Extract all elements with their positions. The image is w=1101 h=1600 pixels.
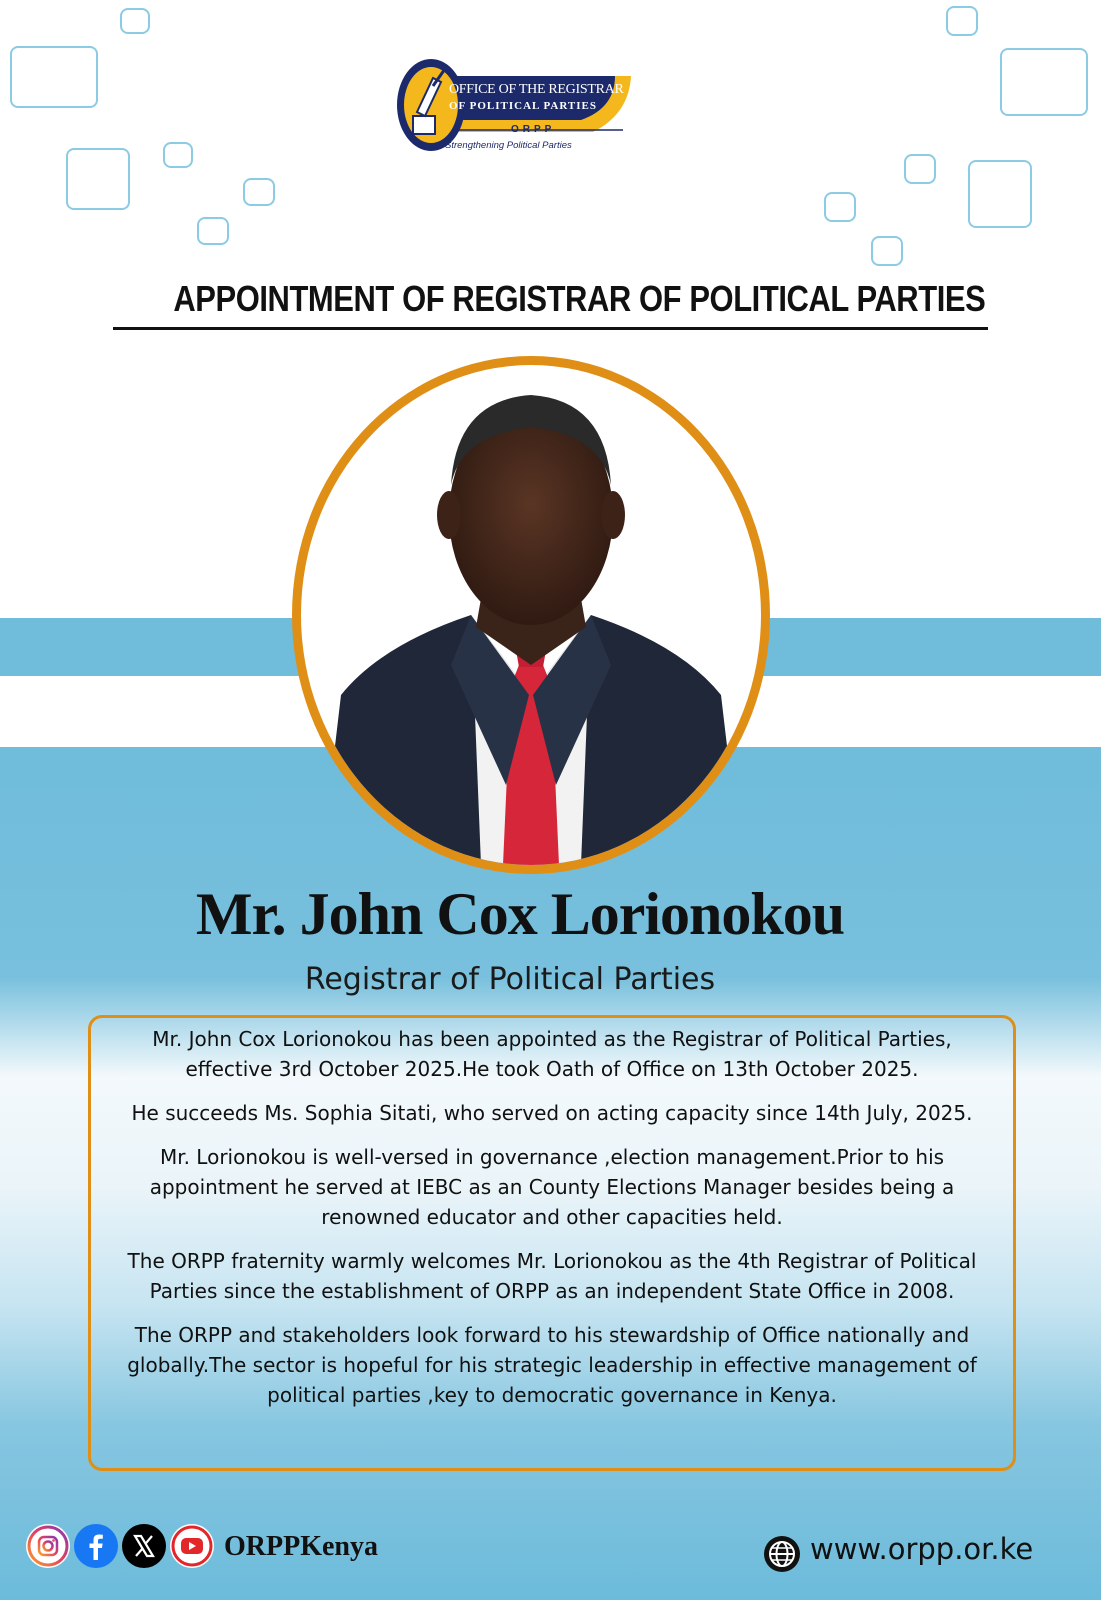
announcement-paragraph: Mr. Lorionokou is well-versed in governance ,election management.Prior to his appointment he served at IEBC as an County Elections Manager besides being a renowned educator and other capacities held. — [149, 1145, 955, 1229]
announcement-paragraph: The ORPP and stakeholders look forward to his stewardship of Office nationally and globally.The sector is hopeful for his strategic leadership in effective management of political parties ,key to democratic governance in Kenya. — [127, 1323, 977, 1407]
website-link[interactable]: www.orpp.or.ke — [810, 1532, 1034, 1566]
page-title: APPOINTMENT OF REGISTRAR OF POLITICAL PARTIES — [173, 278, 986, 319]
decor-square — [871, 236, 903, 266]
facebook-icon[interactable] — [74, 1524, 118, 1568]
globe-icon — [763, 1535, 801, 1573]
title-underline — [113, 327, 988, 330]
registrar-portrait — [292, 356, 770, 874]
x-icon[interactable] — [122, 1524, 166, 1568]
youtube-icon[interactable] — [170, 1524, 214, 1568]
announcement-paragraph: Mr. John Cox Lorionokou has been appointed as the Registrar of Political Parties, effective 3rd October 2025.He took Oath of Office on 13th October 2025. — [152, 1027, 952, 1081]
logo-tagline: Strengthening Political Parties — [445, 140, 572, 151]
decor-square — [10, 46, 98, 108]
decor-square — [824, 192, 856, 222]
decor-square — [243, 178, 275, 206]
decor-square — [66, 148, 130, 210]
logo-line1: OFFICE OF THE REGISTRAR — [449, 82, 624, 97]
registrar-title: Registrar of Political Parties — [304, 962, 716, 997]
social-handle[interactable]: ORPPKenya — [224, 1531, 378, 1562]
decor-square — [197, 217, 229, 245]
registrar-name: Mr. John Cox Lorionokou — [195, 881, 845, 947]
logo-abbr: ORPP — [511, 124, 556, 135]
decor-square — [946, 6, 978, 36]
logo-line2: OF POLITICAL PARTIES — [449, 100, 597, 112]
decor-square — [1000, 48, 1088, 116]
announcement-paragraph: He succeeds Ms. Sophia Sitati, who served on acting capacity since 14th July, 2025. — [131, 1101, 973, 1125]
decor-square — [904, 154, 936, 184]
announcement-paragraph: The ORPP fraternity warmly welcomes Mr. Lorionokou as the 4th Registrar of Political Parties since the establishment of ORPP as an independent State Office in 2008. — [127, 1249, 977, 1303]
decor-square — [163, 142, 193, 168]
orpp-logo — [393, 56, 633, 156]
person-silhouette-icon — [301, 365, 761, 865]
decor-square — [968, 160, 1032, 228]
instagram-icon[interactable] — [26, 1524, 70, 1568]
announcement-box — [88, 1015, 1016, 1471]
decor-square — [120, 8, 150, 34]
